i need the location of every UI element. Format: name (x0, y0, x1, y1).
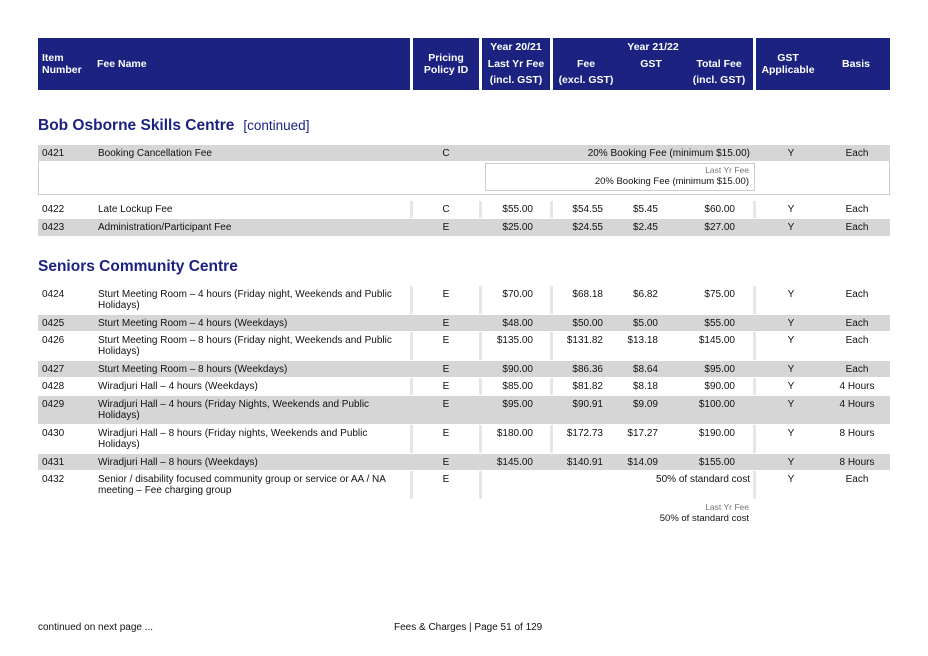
table-row (38, 454, 890, 470)
header-pricing-policy-1: Pricing (428, 52, 464, 64)
header-gst-applicable-2: Applicable (761, 64, 815, 76)
fee-name-line-2: Holidays) (98, 439, 140, 450)
fee-name-line-1: Wiradjuri Hall – 8 hours (Friday nights, Weekends and Public (98, 428, 368, 439)
total-fee: $55.00 (704, 318, 735, 329)
total-fee: $90.00 (704, 381, 735, 392)
fee-name: Booking Cancellation Fee (98, 148, 212, 159)
header-year-prev: Year 20/21 (490, 41, 542, 53)
table-row (38, 315, 890, 331)
fee-excl: $131.82 (566, 335, 603, 346)
footer-page-number: Fees & Charges | Page 51 of 129 (394, 622, 543, 633)
gst-applicable: Y (787, 364, 795, 375)
fee-name-line-1: Sturt Meeting Room – 4 hours (Friday night, Weekends and Public (98, 289, 392, 300)
header-total-fee-1: Total Fee (696, 58, 742, 70)
last-yr-fee: $90.00 (502, 364, 533, 375)
fee-excl: $50.00 (572, 318, 603, 329)
pricing-policy: E (442, 399, 450, 410)
gst-applicable: Y (787, 474, 795, 485)
gst-amount: $6.82 (632, 289, 658, 300)
table-row (38, 471, 890, 499)
total-fee: $27.00 (704, 222, 735, 233)
table-row (38, 396, 890, 424)
total-fee: $100.00 (698, 399, 735, 410)
item-number: 0426 (42, 335, 65, 346)
fee-excl: $172.73 (566, 428, 603, 439)
header-item-number-2: Number (42, 64, 82, 76)
item-number: 0431 (42, 457, 65, 468)
gst-amount: $13.18 (627, 335, 658, 346)
header-last-yr-fee-1: Last Yr Fee (487, 58, 545, 70)
gst-applicable: Y (787, 222, 795, 233)
table-row (38, 332, 890, 360)
last-yr-fee: $48.00 (502, 318, 533, 329)
table-row (38, 425, 890, 453)
fee-name: Administration/Participant Fee (98, 222, 232, 233)
item-number: 0422 (42, 204, 65, 215)
fee-name-line-1: Sturt Meeting Room – 8 hours (Friday night, Weekends and Public (98, 335, 392, 346)
fee-name-line-1: Wiradjuri Hall – 4 hours (Friday Nights, Weekends and Public (98, 399, 370, 410)
basis: Each (845, 364, 869, 375)
last-year-value: 20% Booking Fee (minimum $15.00) (594, 176, 749, 187)
basis: 4 Hours (839, 399, 875, 410)
table-row (38, 145, 890, 161)
last-yr-fee: $145.00 (496, 457, 533, 468)
gst-amount: $2.45 (632, 222, 658, 233)
fee-excl: $81.82 (572, 381, 603, 392)
pricing-policy: E (442, 457, 450, 468)
item-number: 0424 (42, 289, 65, 300)
last-year-value: 50% of standard cost (659, 513, 749, 524)
gst-applicable: Y (787, 381, 795, 392)
header-fee-name: Fee Name (97, 58, 147, 70)
last-yr-fee: $70.00 (502, 289, 533, 300)
pricing-policy: C (442, 148, 450, 159)
header-policy-cell (413, 38, 479, 90)
total-fee: $60.00 (704, 204, 735, 215)
table-row (38, 201, 890, 218)
header-year-curr: Year 21/22 (627, 41, 679, 53)
item-number: 0425 (42, 318, 65, 329)
last-yr-fee: $55.00 (502, 204, 533, 215)
item-number: 0423 (42, 222, 65, 233)
header-item-fee-cell (38, 38, 410, 90)
table-header (38, 38, 890, 90)
last-yr-fee: $135.00 (496, 335, 533, 346)
last-yr-fee: $85.00 (502, 381, 533, 392)
basis: Each (845, 289, 869, 300)
fee-name-line-1: Senior / disability focused community group or service or AA / NA (98, 474, 386, 485)
fee-excl: $24.55 (572, 222, 603, 233)
table-row (38, 378, 890, 395)
header-gst-app-cell (756, 38, 890, 90)
pricing-policy: E (442, 474, 450, 485)
header-basis: Basis (841, 58, 871, 70)
basis: Each (845, 318, 869, 329)
section-title-text: Bob Osborne Skills Centre (38, 117, 235, 134)
fee-excl: $68.18 (572, 289, 603, 300)
fee-excl: $140.91 (566, 457, 603, 468)
pricing-policy: E (442, 335, 450, 346)
pricing-policy: C (442, 204, 450, 215)
gst-applicable: Y (787, 148, 795, 159)
gst-applicable: Y (787, 428, 795, 439)
gst-amount: $8.64 (632, 364, 658, 375)
footer-continued: continued on next page ... (38, 622, 154, 633)
total-fee: $75.00 (704, 289, 735, 300)
pricing-policy: E (442, 428, 450, 439)
gst-applicable: Y (787, 457, 795, 468)
table-row (38, 219, 890, 236)
section-title-text: Seniors Community Centre (38, 258, 238, 275)
header-fee-2: (excl. GST) (558, 74, 614, 86)
gst-applicable: Y (787, 318, 795, 329)
fee-name-line-2: Holidays) (98, 410, 140, 421)
header-total-fee-2: (incl. GST) (692, 74, 746, 86)
item-number: 0430 (42, 428, 65, 439)
fee-name-line-2: meeting – Fee charging group (98, 485, 232, 496)
total-fee: $95.00 (704, 364, 735, 375)
gst-applicable: Y (787, 399, 795, 410)
basis: 8 Hours (839, 457, 875, 468)
last-yr-fee: $180.00 (496, 428, 533, 439)
fee-name-line-2: Holidays) (98, 300, 140, 311)
total-fee: $190.00 (698, 428, 735, 439)
last-year-label: Last Yr Fee (705, 502, 749, 512)
basis: 8 Hours (839, 428, 875, 439)
gst-applicable: Y (787, 289, 795, 300)
item-number: 0429 (42, 399, 65, 410)
gst-applicable: Y (787, 204, 795, 215)
fee-excl: $90.91 (572, 399, 603, 410)
header-gst-applicable-1: GST (777, 52, 799, 64)
gst-amount: $9.09 (632, 399, 658, 410)
header-year-prev-cell (482, 38, 550, 90)
gst-amount: $8.18 (632, 381, 658, 392)
table-row (38, 286, 890, 314)
section-title (38, 117, 309, 135)
item-number: 0421 (42, 148, 65, 159)
item-number: 0428 (42, 381, 65, 392)
header-pricing-policy-2: Policy ID (423, 64, 469, 76)
fee-name: Wiradjuri Hall – 8 hours (Weekdays) (98, 457, 258, 468)
header-last-yr-fee-2: (incl. GST) (489, 74, 543, 86)
pricing-policy: E (442, 289, 450, 300)
gst-amount: $17.27 (627, 428, 658, 439)
basis: Each (845, 474, 869, 485)
fee-excl: $54.55 (572, 204, 603, 215)
section-title (38, 258, 238, 276)
basis: Each (845, 335, 869, 346)
header-year-curr-cell (553, 38, 753, 90)
fee-name: Sturt Meeting Room – 8 hours (Weekdays) (98, 364, 288, 375)
gst-applicable: Y (787, 335, 795, 346)
pricing-policy: E (442, 364, 450, 375)
last-year-note (484, 502, 749, 524)
gst-amount: $5.45 (632, 204, 658, 215)
section-continued: [continued] (243, 118, 310, 133)
gst-amount: $14.09 (627, 457, 658, 468)
basis: Each (845, 204, 869, 215)
header-gst: GST (640, 58, 662, 70)
total-fee: $145.00 (698, 335, 735, 346)
item-number: 0432 (42, 474, 65, 485)
basis: Each (845, 148, 869, 159)
header-item-number-1: Item (42, 52, 64, 64)
basis: Each (845, 222, 869, 233)
fee-span-text: 20% Booking Fee (minimum $15.00) (587, 148, 750, 159)
last-year-note (484, 165, 749, 187)
item-number: 0427 (42, 364, 65, 375)
last-yr-fee: $95.00 (502, 399, 533, 410)
gst-amount: $5.00 (632, 318, 658, 329)
fee-span-text: 50% of standard cost (656, 474, 750, 485)
last-yr-fee: $25.00 (502, 222, 533, 233)
fee-name: Sturt Meeting Room – 4 hours (Weekdays) (98, 318, 288, 329)
last-year-label: Last Yr Fee (705, 165, 749, 175)
fee-name: Late Lockup Fee (98, 204, 173, 215)
fee-name-line-2: Holidays) (98, 346, 140, 357)
total-fee: $155.00 (698, 457, 735, 468)
table-row (38, 361, 890, 377)
pricing-policy: E (442, 318, 450, 329)
pricing-policy: E (442, 381, 450, 392)
fee-excl: $86.36 (572, 364, 603, 375)
fee-name: Wiradjuri Hall – 4 hours (Weekdays) (98, 381, 258, 392)
last-year-box (38, 161, 890, 195)
pricing-policy: E (442, 222, 450, 233)
header-fee-1: Fee (576, 58, 596, 70)
basis: 4 Hours (839, 381, 875, 392)
